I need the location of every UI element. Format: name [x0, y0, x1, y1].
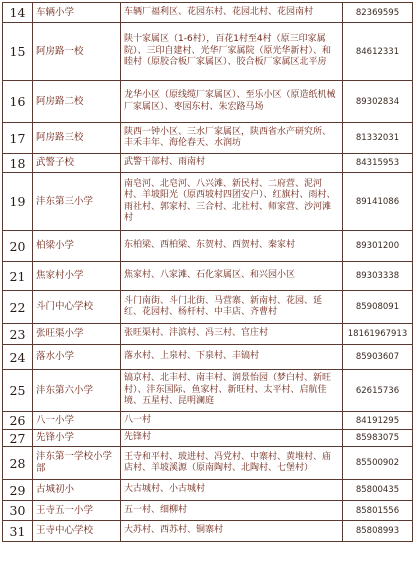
school-name: 柏梁小学	[33, 231, 121, 262]
table-row	[3, 447, 413, 480]
table-body	[3, 3, 413, 542]
school-district-table	[2, 2, 413, 542]
school-name: 王寺五一小学	[33, 501, 121, 521]
row-number: 27	[3, 430, 33, 447]
table-row	[3, 370, 413, 412]
enrollment-area: 南皂河、北皂河、八兴滩、新民村、二府营、泥河村、羊坡阳光（原西坡村四团安户）、红旗村、雨村、雨社村、郭家村、三合村、北社村、师家营、沙河滩村	[121, 173, 343, 231]
row-number: 17	[3, 123, 33, 154]
school-name: 王寺中心学校	[33, 521, 121, 542]
enrollment-area: 八一村	[121, 412, 343, 430]
school-name: 车辆小学	[33, 3, 121, 23]
row-number: 16	[3, 81, 33, 123]
phone-number: 89303338	[343, 262, 413, 291]
enrollment-area: 陕西一钟小区、三水厂家属区，陕西省水产研究所、丰禾丰年、海伦春天、水润坊	[121, 123, 343, 154]
enrollment-area: 武警干部村、雨南村	[121, 154, 343, 173]
enrollment-area: 大苏村、西苏村、铜寨村	[121, 521, 343, 542]
row-number: 28	[3, 447, 33, 480]
phone-number: 89141086	[343, 173, 413, 231]
phone-number: 85983075	[343, 430, 413, 447]
phone-number: 81332031	[343, 123, 413, 154]
table-row	[3, 262, 413, 291]
school-name: 八一小学	[33, 412, 121, 430]
enrollment-area: 车辆厂福利区、花园东村、花园北村、花园南村	[121, 3, 343, 23]
row-number: 22	[3, 291, 33, 324]
table-row	[3, 480, 413, 501]
phone-number: 85801556	[343, 501, 413, 521]
school-name: 张旺渠小学	[33, 324, 121, 345]
row-number: 29	[3, 480, 33, 501]
school-name: 沣东第三小学	[33, 173, 121, 231]
table-row	[3, 521, 413, 542]
table-row	[3, 324, 413, 345]
enrollment-area: 东柏梁、西柏梁、东贺村、西贺村、秦家村	[121, 231, 343, 262]
table-row	[3, 3, 413, 23]
enrollment-area: 先锋村	[121, 430, 343, 447]
phone-number: 85903607	[343, 345, 413, 370]
enrollment-area: 王寺和平村、玻进村、冯党村、中寨村、黄堆村、庙店村、羊坡溪源（原南陶村、北陶村、七堡村）	[121, 447, 343, 480]
school-name: 武警子校	[33, 154, 121, 173]
school-name: 古城初小	[33, 480, 121, 501]
table-row	[3, 345, 413, 370]
phone-number: 85500902	[343, 447, 413, 480]
phone-number: 18161967913	[343, 324, 413, 345]
school-name: 焦家村小学	[33, 262, 121, 291]
row-number: 15	[3, 23, 33, 81]
enrollment-area: 龙华小区（原线缆厂家属区）、至乐小区（原造纸机械厂家属区）、枣园东村、朱宏路马场	[121, 81, 343, 123]
row-number: 21	[3, 262, 33, 291]
row-number: 23	[3, 324, 33, 345]
enrollment-area: 镐京村、北丰村、南丰村、润景怡园（梦白村、新旺村）、沣东国际、鱼家村、新旺村、太平村、启航佳境、五星村、昆明澜庭	[121, 370, 343, 412]
school-name: 阿房路三校	[33, 123, 121, 154]
school-name: 阿房路一校	[33, 23, 121, 81]
row-number: 31	[3, 521, 33, 542]
table-row	[3, 154, 413, 173]
school-name: 斗门中心学校	[33, 291, 121, 324]
school-name: 沣东第一学校小学部	[33, 447, 121, 480]
school-name: 落水小学	[33, 345, 121, 370]
table-row	[3, 81, 413, 123]
row-number: 25	[3, 370, 33, 412]
enrollment-area: 大古城村、小古城村	[121, 480, 343, 501]
phone-number: 82369595	[343, 3, 413, 23]
phone-number: 85908091	[343, 291, 413, 324]
table-row	[3, 173, 413, 231]
row-number: 30	[3, 501, 33, 521]
row-number: 20	[3, 231, 33, 262]
row-number: 24	[3, 345, 33, 370]
enrollment-area: 陕十家属区（1-6村），百花1村至4村（原三印家属院）、三印自建村、光华厂家属院（原光华新村）、和睦村（原胶合板厂家属区）、胶合板厂家属区北平房	[121, 23, 343, 81]
phone-number: 89301200	[343, 231, 413, 262]
enrollment-area: 落水村、上泉村、下泉村、丰镐村	[121, 345, 343, 370]
phone-number: 84612331	[343, 23, 413, 81]
enrollment-area: 五一村、细柳村	[121, 501, 343, 521]
table-row	[3, 123, 413, 154]
row-number: 14	[3, 3, 33, 23]
table-row	[3, 412, 413, 430]
table-row	[3, 23, 413, 81]
phone-number: 85800435	[343, 480, 413, 501]
phone-number: 84315953	[343, 154, 413, 173]
row-number: 19	[3, 173, 33, 231]
enrollment-area: 斗门南街、斗门北街、马营寨、新南村、花园、延红、花园村、杨杆村、中丰店、齐曹村	[121, 291, 343, 324]
table-row	[3, 430, 413, 447]
school-name: 先锋小学	[33, 430, 121, 447]
phone-number: 62615736	[343, 370, 413, 412]
enrollment-area: 张旺渠村、沣滨村、冯三村、官庄村	[121, 324, 343, 345]
school-name: 阿房路二校	[33, 81, 121, 123]
school-name: 沣东第六小学	[33, 370, 121, 412]
row-number: 26	[3, 412, 33, 430]
table-row	[3, 291, 413, 324]
table-row	[3, 231, 413, 262]
table-row	[3, 501, 413, 521]
enrollment-area: 焦家村、八家滩、石化家属区、和兴园小区	[121, 262, 343, 291]
row-number: 18	[3, 154, 33, 173]
phone-number: 85808993	[343, 521, 413, 542]
phone-number: 84191295	[343, 412, 413, 430]
phone-number: 89302834	[343, 81, 413, 123]
